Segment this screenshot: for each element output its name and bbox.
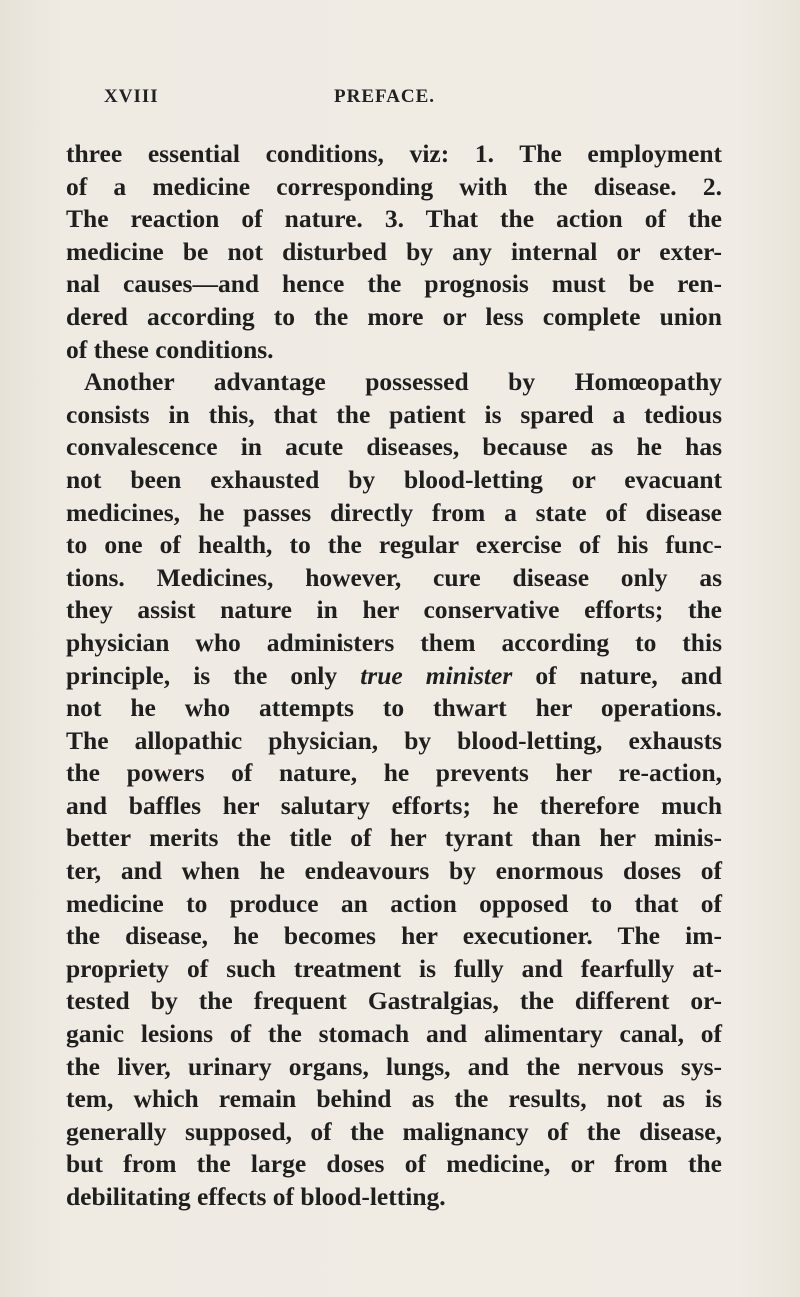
text-line: dered according to the more or less complete union (66, 301, 722, 331)
text-line: The allopathic physician, by blood-letting, exhausts (66, 725, 722, 755)
text-line: convalescence in acute diseases, because as he has (66, 432, 722, 462)
text-line: the powers of nature, he prevents her re-action, (66, 758, 722, 788)
text-line: tions. Medicines, however, cure disease only as (66, 562, 722, 592)
text-line: medicines, he passes directly from a state of disease (66, 497, 722, 527)
text-line: tem, which remain behind as the results, not as is (66, 1084, 722, 1114)
text-line: to one of health, to the regular exercise of his func- (66, 530, 722, 560)
text-line: better merits the title of her tyrant than her minis- (66, 823, 722, 853)
text-line: not been exhausted by blood-letting or evacuant (66, 464, 722, 494)
text-line: the liver, urinary organs, lungs, and the nervous sys- (66, 1051, 722, 1081)
text-line: and baffles her salutary efforts; he therefore much (66, 790, 722, 820)
text-line: three essential conditions, viz: 1. The employment (66, 139, 722, 168)
text-line: not he who attempts to thwart her operations. (66, 693, 722, 723)
text-line: debilitating effects of blood-letting. (66, 1182, 446, 1211)
paragraph-start-line: Another advantage possessed by Homœopathy (84, 367, 722, 397)
text-line: physician who administers them according to this (66, 627, 722, 657)
body-text (66, 138, 722, 1214)
text-line: consists in this, that the patient is spared a tedious (66, 399, 722, 429)
text-line: The reaction of nature. 3. That the action of the (66, 204, 722, 234)
text-line: ter, and when he endeavours by enormous doses of (66, 856, 722, 886)
text-line: ganic lesions of the stomach and alimentary canal, of (66, 1019, 722, 1049)
page-number: XVIII (104, 86, 159, 107)
italic-phrase: true minister (360, 660, 513, 690)
text-line: generally supposed, of the malignancy of the disease, (66, 1116, 722, 1146)
text-line: the disease, he becomes her executioner. The im- (66, 921, 722, 951)
text-line-with-italic (66, 660, 722, 693)
text-line: medicine be not disturbed by any internal or exter- (66, 236, 722, 266)
text-line: tested by the frequent Gastralgias, the different or- (66, 986, 722, 1016)
text-line: nal causes—and hence the prognosis must be ren- (66, 269, 722, 299)
text-line: they assist nature in her conservative efforts; the (66, 595, 722, 625)
line-text-before: principle, is the only (66, 660, 361, 690)
text-line: medicine to produce an action opposed to that of (66, 888, 722, 918)
line-text-after: of nature, and (512, 660, 722, 690)
text-line: of these conditions. (66, 334, 274, 364)
running-title: PREFACE. (334, 86, 436, 107)
text-line: of a medicine corresponding with the disease. 2. (66, 171, 722, 201)
text-line: propriety of such treatment is fully and fearfully at- (66, 953, 722, 983)
text-line: but from the large doses of medicine, or from the (66, 1149, 722, 1179)
